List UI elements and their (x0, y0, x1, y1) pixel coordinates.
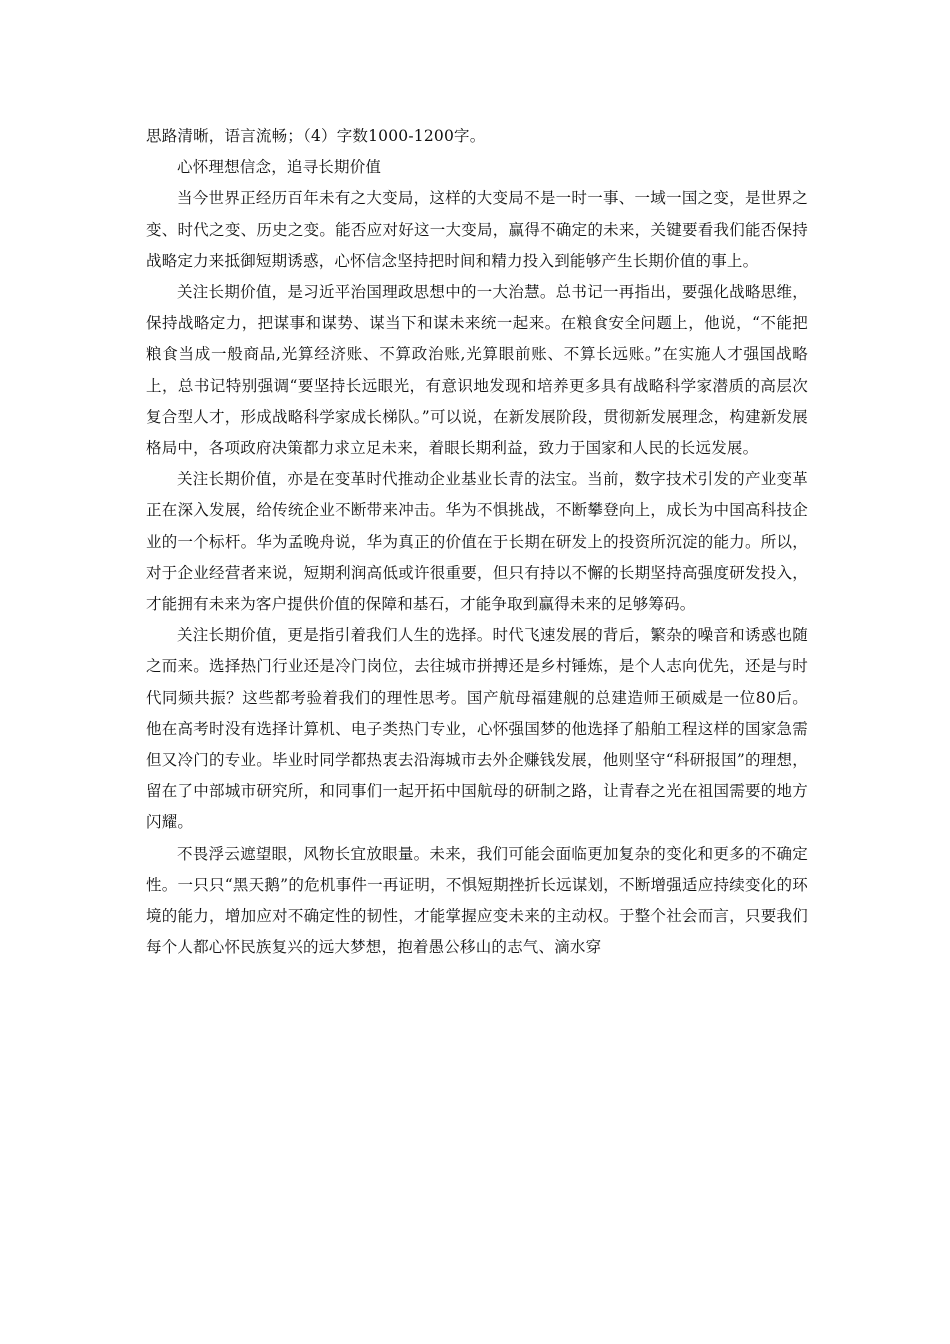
essay-title: 心怀理想信念，追寻长期价值 (177, 158, 382, 177)
paragraph-conclusion: 不畏浮云遮望眼，风物长宜放眼量。未来，我们可能会面临更加复杂的变化和更多的不确定性。一只只“黑天鹅”的危机事件一再证明，不惧短期挫折长远谋划，不断增强适应持续变化的环境的能力，增加应对不确定性的韧性，才能掌握应变未来的主动权。于整个社会而言，只要我们每个人都心怀民族复兴的远大梦想，抱着愚公移山的志气、滴水穿 (146, 844, 808, 957)
document-body (146, 121, 808, 963)
paragraph-life-choice: 关注长期价值，更是指引着我们人生的选择。时代飞速发展的背后，繁杂的噪音和诱惑也随之而来。选择热门行业还是冷门岗位，去往城市拼搏还是乡村锤炼，是个人志向优先，还是与时代同频共振？这些都考验着我们的理性思考。国产航母福建舰的总建造师王硕威是一位80后。他在高考时没有选择计算机、电子类热门专业，心怀强国梦的他选择了船舶工程这样的国家急需但又冷门的专业。毕业时同学都热衷去沿海城市去外企赚钱发展，他则坚守“科研报国”的理想，留在了中部城市研究所，和同事们一起开拓中国航母的研制之路，让青春之光在祖国需要的地方闪耀。 (146, 626, 808, 832)
paragraph-governance: 关注长期价值，是习近平治国理政思想中的一大治慧。总书记一再指出，要强化战略思维，保持战略定力，把谋事和谋势、谋当下和谋未来统一起来。在粮食安全问题上，他说，“不能把粮食当成一般商品,光算经济账、不算政治账,光算眼前账、不算长远账。”在实施人才强国战略上，总书记特别强调“要坚持长远眼光，有意识地发现和培养更多具有战略科学家潜质的高层次复合型人才，形成战略科学家成长梯队。”可以说，在新发展阶段，贯彻新发展理念，构建新发展格局中，各项政府决策都力求立足未来，着眼长期利益，致力于国家和人民的长远发展。 (146, 283, 808, 458)
paragraph-intro: 当今世界正经历百年未有之大变局，这样的大变局不是一时一事、一域一国之变，是世界之变、时代之变、历史之变。能否应对好这一大变局，赢得不确定的未来，关键要看我们能否保持战略定力来抵御短期诱惑，心怀信念坚持把时间和精力投入到能够产生长期价值的事上。 (146, 189, 808, 270)
paragraph-requirements-tail: 思路清晰，语言流畅；（4）字数1000-1200字。 (146, 127, 486, 145)
paragraph-enterprise: 关注长期价值，亦是在变革时代推动企业基业长青的法宝。当前，数字技术引发的产业变革正在深入发展，给传统企业不断带来冲击。华为不惧挑战，不断攀登向上，成长为中国高科技企业的一个标杆。华为孟晚舟说，华为真正的价值在于长期在研发上的投资所沉淀的能力。所以，对于企业经营者来说，短期利润高低或许很重要，但只有持以不懈的长期坚持高强度研发投入，才能拥有未来为客户提供价值的保障和基石，才能争取到赢得未来的足够筹码。 (146, 470, 808, 614)
